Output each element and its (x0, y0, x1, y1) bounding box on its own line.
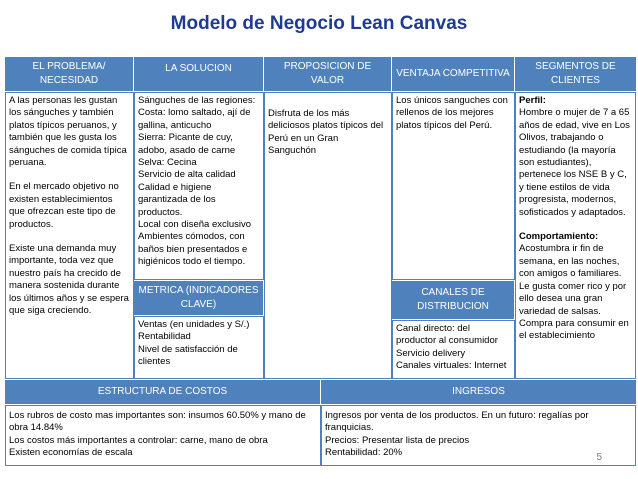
comportamiento-label: Comportamiento: (519, 231, 599, 243)
header-ingresos-label: INGRESOS (452, 386, 505, 397)
canales-cell (392, 320, 515, 379)
header-metrica (134, 280, 264, 316)
header-segmentos-label: SEGMENTOS DE CLIENTES (535, 61, 616, 86)
page-title: Modelo de Negocio Lean Canvas (170, 13, 468, 34)
metrica-cell (134, 316, 264, 379)
header-problema-label: EL PROBLEMA/ NECESIDAD (32, 61, 106, 86)
solucion-text: Sánguches de las regiones: Costa: lomo saltado, ají de gallina, anticucho Sierra: Picante de cuy, adobo, asado de carne Selva: Cecina Servicio de alta calidad Calidad e higiene garantizada de los productos. Local con diseña exclusivo Ambientes cómodos, con baños bien presentados e higiénicos todo el tiempo. (138, 95, 256, 268)
propuesta-text: Disfruta de los más deliciosos platos típicos del Perú en un Gran Sanguchón (268, 108, 384, 157)
problema-paragraph-3: Existe una demanda muy importante, toda vez que nuestro país ha crecido de manera sostenida durante los últimos años y se espera que siga creciendo. (9, 243, 129, 317)
header-segmentos (515, 57, 636, 92)
problema-paragraph-1: A las personas les gustan los sánguches y también platos típicos peruanos, y también que les gusta los sánguches de comida típica peruana. (9, 95, 127, 169)
comportamiento-text: Acostumbra ir fin de semana, en las noches, con amigos o familiares. Le gusta comer rico y por ello desea una gran variedad de salsas. Compra para consumir en el establecimiento (519, 243, 629, 342)
ingresos-cell (321, 405, 636, 466)
problema-paragraph-2: En el mercado objetivo no existen establecimientos que ofrezcan este tipo de productos. (9, 181, 119, 230)
canales-text: Canal directo: del productor al consumidor Servicio delivery Canales virtuales: Internet (396, 323, 507, 372)
header-ventaja (392, 57, 515, 92)
metrica-text: Ventas (en unidades y S/.) Rentabilidad Nivel de satisfacción de clientes (138, 319, 250, 368)
page-number: 5 (596, 452, 602, 463)
problema-cell (5, 92, 134, 379)
header-ingresos (321, 379, 636, 405)
header-propuesta (264, 57, 392, 92)
ingresos-text: Ingresos por venta de los productos. En un futuro: regalías por franquicias. Precios: Presentar lista de precios Rentabilidad: 20% (325, 410, 589, 459)
header-costos (5, 379, 321, 405)
perfil-label: Perfil: (519, 95, 546, 106)
costos-text: Los rubros de costo mas importantes son: insumos 60.50% y mano de obra 14.84% Los costos más importantes a controlar: carne, mano de obra Existen economías de escala (9, 410, 306, 459)
header-canales (392, 280, 515, 320)
segmentos-cell (515, 92, 636, 379)
header-solucion-label: LA SOLUCION (165, 63, 232, 74)
header-problema (5, 57, 134, 92)
solucion-cell (134, 92, 264, 280)
ventaja-text: Los únicos sanguches con rellenos de los mejores platos típicos del Perú. (396, 95, 508, 131)
ventaja-cell (392, 92, 515, 280)
lean-canvas (5, 57, 636, 466)
costos-cell (5, 405, 321, 466)
propuesta-cell (264, 92, 392, 379)
perfil-text: Hombre o mujer de 7 a 65 años de edad, vive en Los Olivos, trabajando o estudiando (la mayoría son estudiantes), pertenece los NSE B y C, y tiene estilos de vida progresista, modernos, sofisticados y adaptados. (519, 107, 630, 218)
header-canales-label: CANALES DE DISTRIBUCION (417, 287, 489, 312)
header-metrica-label: METRICA (INDICADORES CLAVE) (138, 285, 259, 310)
header-propuesta-label: PROPOSICION DE VALOR (283, 61, 372, 86)
header-costos-label: ESTRUCTURA DE COSTOS (97, 386, 228, 397)
header-ventaja-label: VENTAJA COMPETITIVA (396, 68, 510, 79)
header-solucion (134, 57, 264, 92)
